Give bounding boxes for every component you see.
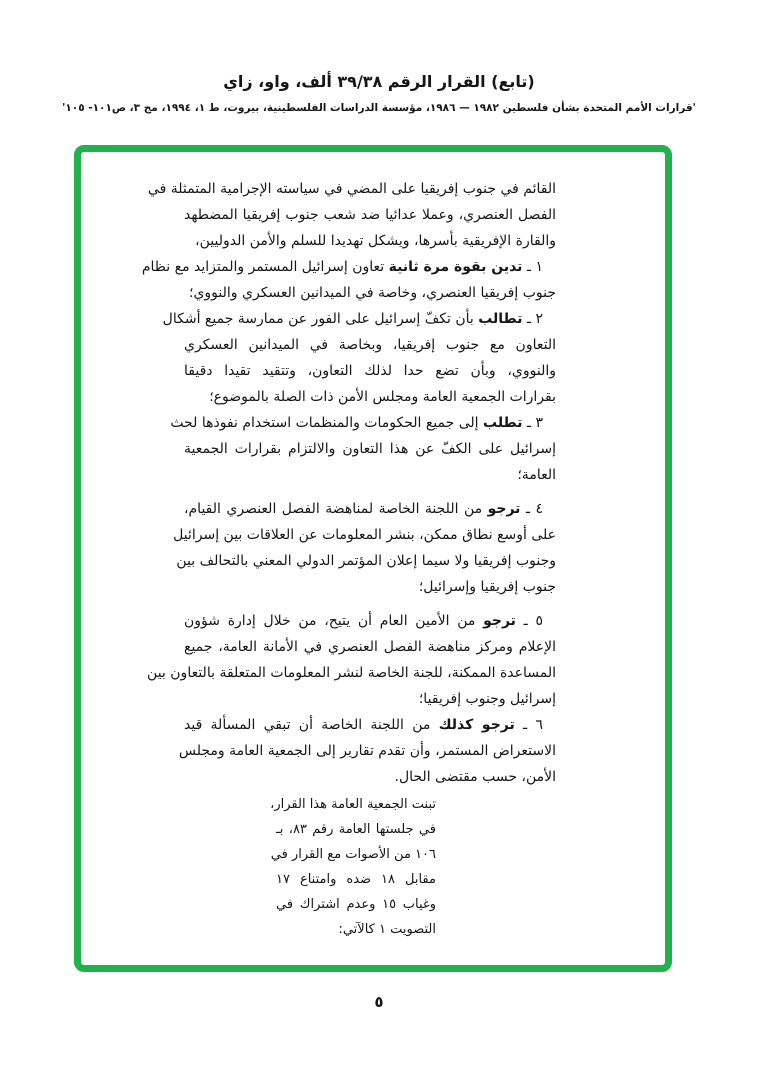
line-text: الإعلام ومركز مناهضة الفصل العنصري في الأمانة العامة، جميع	[184, 639, 556, 655]
text-line	[184, 634, 556, 660]
line-text: والقارة الإفريقية بأسرها، ويشكل تهديدا للسلم والأمن الدوليين،	[195, 233, 556, 249]
text-line: وغياب ١٥ وعدم اشتراك في	[276, 897, 436, 912]
text-line: في جلستها العامة رقم ٨٣، بـ	[276, 822, 436, 837]
text-line	[184, 384, 556, 410]
text-line	[184, 608, 556, 634]
line-text: القائم في جنوب إفريقيا على المضي في سياسته الإجرامية المتمثلة في	[147, 181, 556, 197]
body-paragraph	[170, 410, 556, 488]
bold-lead: ترجو	[483, 613, 516, 629]
text-line	[176, 548, 556, 574]
adoption-note	[270, 792, 436, 942]
line-text: إلى جميع الحكومات والمنظمات استخدام نفوذها لحث	[170, 415, 484, 431]
text-line	[184, 436, 556, 462]
line-text: من الأمين العام أن يتيح، من خلال إدارة شؤون	[184, 613, 484, 629]
line-text: جنوب إفريقيا وإسرائيل؛	[418, 579, 556, 595]
text-line: تبنت الجمعية العامة هذا القرار،	[270, 797, 436, 812]
line-text: الفصل العنصري، وعملا عدائيا ضد شعب جنوب إفريقيا المضطهد	[184, 207, 556, 223]
text-line: مقابل ١٨ ضده وامتناع ١٧	[276, 872, 436, 887]
line-text: العامة؛	[517, 467, 556, 483]
text-line: التصويت ١ كالآتي:	[338, 922, 436, 937]
line-text: الاستعراض المستمر، وأن تقدم تقارير إلى الجمعية العامة ومجلس	[178, 743, 556, 759]
text-line	[173, 522, 556, 548]
text-line	[147, 176, 556, 202]
resolution-text	[141, 176, 556, 942]
line-text: على أوسع نطاق ممكن، بنشر المعلومات عن العلاقات بين إسرائيل	[173, 527, 556, 543]
text-line	[178, 738, 556, 764]
line-text: التعاون مع جنوب إفريقيا، وبخاصة في الميدانين العسكري	[184, 337, 556, 353]
line-text: وجنوب إفريقيا ولا سيما إعلان المؤتمر الدولي المعني بالتحالف بين	[176, 553, 556, 569]
body-paragraph	[162, 306, 556, 410]
line-text: إسرائيل وجنوب إفريقيا؛	[418, 691, 556, 707]
bold-lead: ترجو	[487, 501, 521, 517]
line-text: من اللجنة الخاصة لمناهضة الفصل العنصري القيام،	[184, 501, 488, 517]
paragraph-number: ٥ ـ	[515, 613, 543, 629]
paragraph-number: ١ ـ	[522, 259, 543, 275]
line-text: من اللجنة الخاصة أن تبقي المسألة قيد	[184, 717, 439, 733]
bold-lead: تطالب	[478, 311, 523, 327]
text-line	[141, 254, 556, 280]
bold-lead: تدين بقوة مرة ثانية	[388, 259, 523, 275]
line-text: المساعدة الممكنة، للجنة الخاصة لنشر المعلومات المتعلقة بالتعاون بين	[147, 665, 556, 681]
source-citation: 'قرارات الأمم المتحدة بشأن فلسطين ١٩٨٢ — ١٩٨٦، مؤسسة الدراسات الفلسطينية، بيروت، ط ١، ١٩٩٤، مج ٣، ص١٠١- ١٠٥'	[62, 102, 696, 114]
paragraph-number: ٣ ـ	[522, 415, 543, 431]
page-number: ٥	[374, 993, 384, 1011]
document-title: (تابع) القرار الرقم ٣٩/٣٨ ألف، واو، زاي	[223, 72, 535, 91]
line-text: جنوب إفريقيا العنصري، وخاصة في الميدانين العسكري والنووي؛	[189, 285, 556, 301]
line-text: إسرائيل على الكفّ عن هذا التعاون والالتزام بقرارات الجمعية	[184, 441, 556, 457]
text-line	[184, 764, 556, 790]
body-paragraph	[178, 712, 556, 790]
line-text: تعاون إسرائيل المستمر والمتزايد مع نظام	[141, 259, 389, 275]
paragraph-number: ٢ ـ	[522, 311, 543, 327]
text-line	[147, 660, 556, 686]
text-line	[184, 574, 556, 600]
bold-lead: تطلب	[483, 415, 523, 431]
line-text: بأن تكفّ إسرائيل على الفور عن ممارسة جميع أشكال	[162, 311, 479, 327]
line-text: الأمن، حسب مقتضى الحال.	[394, 769, 556, 785]
text-line	[162, 306, 556, 332]
text-line	[184, 712, 556, 738]
bold-lead: ترجو كذلك	[438, 717, 515, 733]
text-line	[184, 686, 556, 712]
body-paragraph	[147, 608, 556, 712]
text-line: ١٠٦ من الأصوات مع القرار في	[270, 847, 436, 862]
text-line	[184, 280, 556, 306]
paragraphs-host	[141, 176, 556, 790]
body-paragraph	[173, 496, 556, 600]
body-paragraph	[147, 176, 556, 254]
paragraph-number: ٤ ـ	[520, 501, 543, 517]
line-text: والنووي، وبأن تضع حدا لذلك التعاون، وتتقيد تقيدا دقيقا	[184, 363, 556, 379]
text-line	[184, 202, 556, 228]
text-line	[170, 410, 556, 436]
line-text: بقرارات الجمعية العامة ومجلس الأمن ذات الصلة بالموضوع؛	[209, 389, 556, 405]
text-line	[184, 228, 556, 254]
text-line	[184, 358, 556, 384]
body-paragraph	[141, 254, 556, 306]
text-line	[184, 496, 556, 522]
text-line	[184, 462, 556, 488]
paragraph-number: ٦ ـ	[514, 717, 543, 733]
text-line	[184, 332, 556, 358]
